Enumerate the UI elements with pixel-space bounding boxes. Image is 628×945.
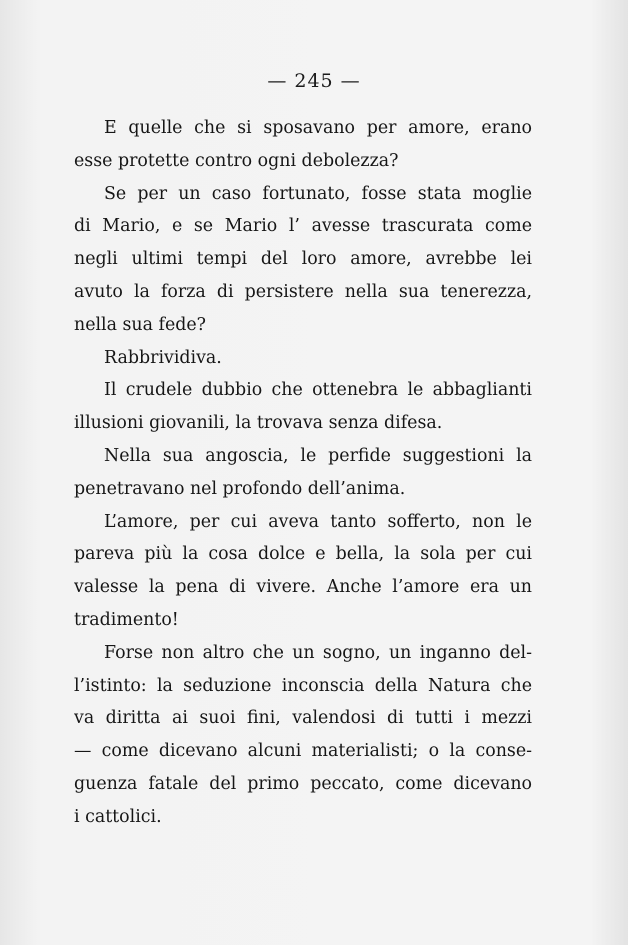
text-line: Se per un caso fortunato, fosse stata moglie (104, 183, 532, 204)
text-line: Nella sua angoscia, le perfide suggestioni la (104, 445, 532, 466)
text-line: avuto la forza di persistere nella sua tenerezza, (74, 281, 532, 302)
text-line: va diritta ai suoi fini, valendosi di tutti i mezzi (74, 708, 532, 729)
text-line: di Mario, e se Mario l’ avesse trascurata come (74, 216, 532, 237)
text-line: esse protette contro ogni debolezza? (74, 150, 399, 171)
page-number: — 245 — (267, 70, 361, 92)
body-text (74, 112, 532, 834)
text-line: tradimento! (74, 609, 179, 630)
text-line: — come dicevano alcuni materialisti; o la conse- (74, 741, 532, 762)
text-line: L’amore, per cui aveva tanto sofferto, non le (104, 511, 532, 532)
text-line: E quelle che si sposavano per amore, erano (104, 118, 532, 138)
text-line: i cattolici. (74, 806, 162, 827)
text-line: penetravano nel profondo dell’anima. (74, 478, 406, 499)
text-line: l’istinto: la seduzione inconscia della Natura che (74, 675, 532, 696)
text-line: valesse la pena di vivere. Anche l’amore era un (74, 577, 532, 598)
text-line: Il crudele dubbio che ottenebra le abbaglianti (104, 380, 532, 401)
text-line: Forse non altro che un sogno, un inganno del- (104, 642, 532, 663)
text-line: nella sua fede? (74, 314, 207, 335)
text-line: illusioni giovanili, la trovava senza difesa. (74, 413, 443, 434)
text-line: pareva più la cosa dolce e bella, la sola per cui (74, 544, 532, 565)
text-line: Rabbrividiva. (104, 347, 222, 368)
text-line: negli ultimi tempi del loro amore, avrebbe lei (74, 249, 532, 270)
text-line: guenza fatale del primo peccato, come dicevano (74, 773, 532, 794)
